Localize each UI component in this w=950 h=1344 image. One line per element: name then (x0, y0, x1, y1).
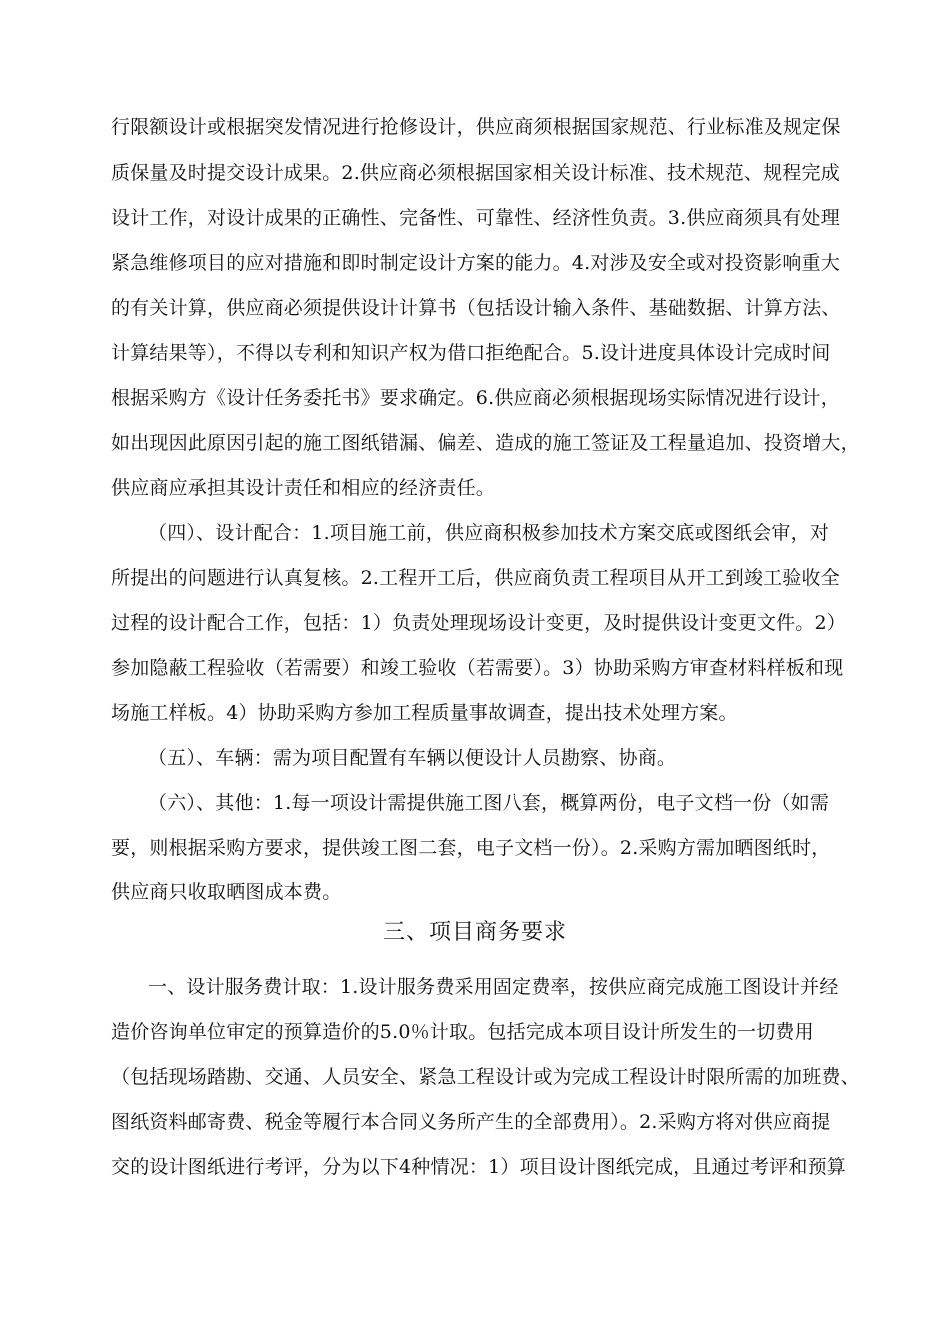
text-line: （包括现场踏勘、交通、人员安全、紧急工程设计或为完成工程设计时限所需的加班费、 (111, 1066, 860, 1088)
text-line: 的有关计算，供应商必须提供设计计算书（包括设计输入条件、基础数据、计算方法、 (111, 297, 841, 319)
text-line: 紧急维修项目的应对措施和即时制定设计方案的能力。4.对涉及安全或对投资影响重大 (111, 252, 840, 274)
text-line: 交的设计图纸进行考评，分为以下4种情况：1）项目设计图纸完成，且通过考评和预算 (111, 1156, 846, 1178)
text-line: 场施工样板。4）协助采购方参加工程质量事故调查，提出技术处理方案。 (111, 702, 738, 724)
text-line: 参加隐蔽工程验收（若需要）和竣工验收（若需要）。3）协助采购方审查材料样板和现 (111, 657, 844, 679)
text-line: 行限额设计或根据突发情况进行抢修设计，供应商须根据国家规范、行业标准及规定保 (111, 116, 841, 138)
text-line: 供应商应承担其设计责任和相应的经济责任。 (111, 477, 496, 499)
text-line: （六）、其他：1.每一项设计需提供施工图八套，概算两份，电子文档一份（如需 (148, 792, 830, 814)
text-line: 如出现因此原因引起的施工图纸错漏、偏差、造成的施工签证及工程量追加、投资增大， (111, 432, 860, 454)
text-line: 图纸资料邮寄费、税金等履行本合同义务所产生的全部费用）。2.采购方将对供应商提 (111, 1111, 831, 1133)
text-line: 过程的设计配合工作，包括：1）负责处理现场设计变更，及时提供设计变更文件。2） (111, 612, 846, 634)
text-line: （五）、车辆：需为项目配置有车辆以便设计人员勘察、协商。 (148, 747, 677, 769)
text-line: 造价咨询单位审定的预算造价的5.0％计取。包括完成本项目设计所发生的一切费用 (111, 1021, 814, 1043)
text-line: 要，则根据采购方要求，提供竣工图二套，电子文档一份）。2.采购方需加晒图纸时， (111, 837, 831, 859)
text-line: 所提出的问题进行认真复核。2.工程开工后，供应商负责工程项目从开工到竣工验收全 (111, 567, 840, 589)
text-line: 一、设计服务费计取：1.设计服务费采用固定费率，按供应商完成施工图设计并经 (148, 976, 839, 998)
text-line: 质保量及时提交设计成果。2.供应商必须根据国家相关设计标准、技术规范、规程完成 (111, 162, 840, 184)
text-line: （四）、设计配合：1.项目施工前，供应商积极参加技术方案交底或图纸会审，对 (148, 522, 830, 544)
text-line: 供应商只收取晒图成本费。 (111, 881, 342, 903)
section-heading: 三、项目商务要求 (382, 920, 567, 945)
text-line: 设计工作，对设计成果的正确性、完备性、可靠性、经济性负责。3.供应商须具有处理 (111, 207, 840, 229)
text-line: 根据采购方《设计任务委托书》要求确定。6.供应商必须根据现场实际情况进行设计， (111, 387, 840, 409)
text-line: 计算结果等），不得以专利和知识产权为借口拒绝配合。5.设计进度具体设计完成时间 (111, 342, 831, 364)
